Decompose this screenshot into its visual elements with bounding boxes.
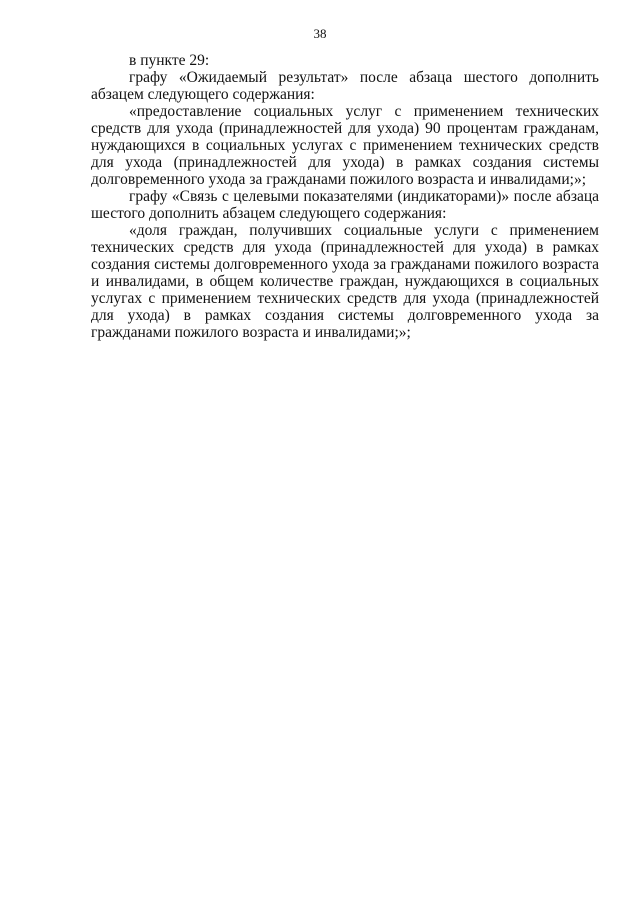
paragraph-expected-result-text: «предоставление социальных услуг с применением технических средств для ухода (принадлежностей для ухода) 90 процентам гражданам, нуждающихся в социальных услугах с применением технических средств для ухода (принадлежностей для ухода) в рамках создания системы долговременного ухода за гражданами пожилого возраста и инвалидами;»; xyxy=(91,103,599,188)
paragraph-indicators-instruction: графу «Связь с целевыми показателями (индикаторами)» после абзаца шестого дополнить абзацем следующего содержания: xyxy=(91,188,599,222)
page-number: 38 xyxy=(313,26,327,41)
document-body xyxy=(91,52,599,341)
paragraph-item-29-intro: в пункте 29: xyxy=(129,52,210,69)
paragraph-expected-result-instruction: графу «Ожидаемый результат» после абзаца шестого дополнить абзацем следующего содержания: xyxy=(91,69,599,103)
paragraph-indicators-text: «доля граждан, получивших социальные услуги с применением технических средств для ухода (принадлежностей для ухода) в рамках создания системы долговременного ухода за гражданами пожилого возраста и инвалидами, в общем количестве граждан, нуждающихся в социальных услугах с применением технических средств для ухода (принадлежностей для ухода) в рамках создания системы долговременного ухода за гражданами пожилого возраста и инвалидами;»; xyxy=(91,222,599,341)
